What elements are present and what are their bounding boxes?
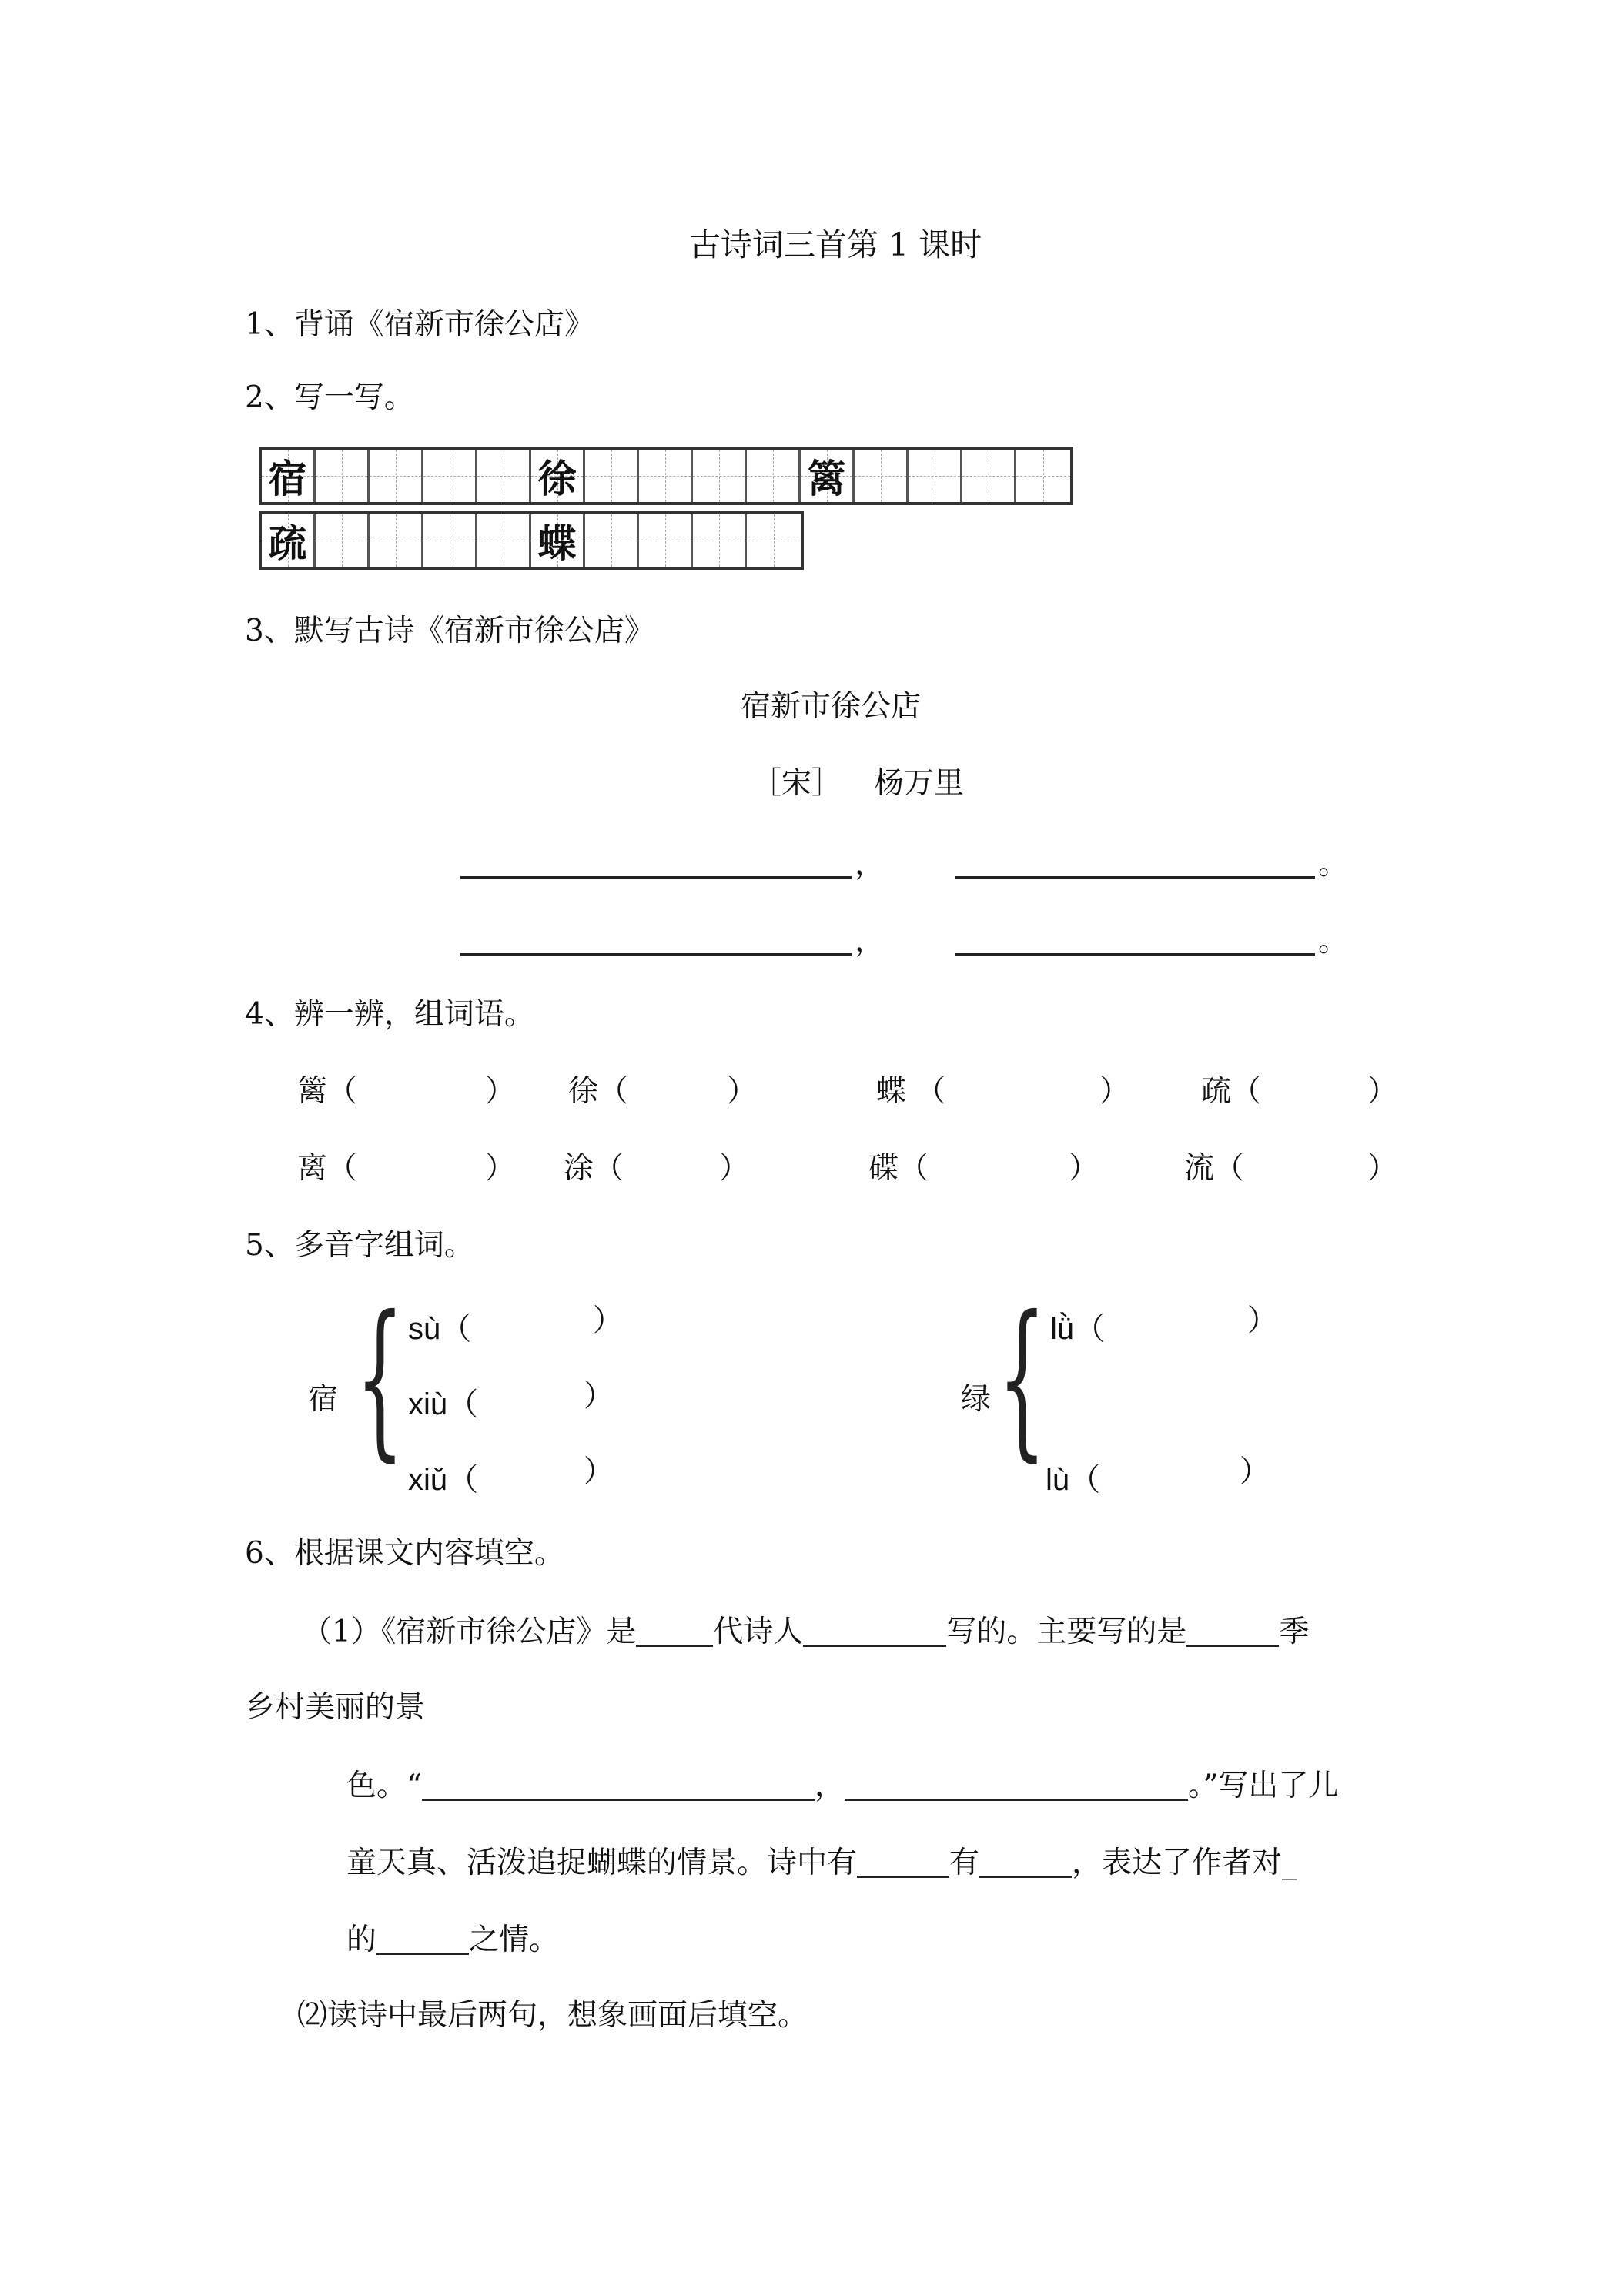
grid-cell[interactable] bbox=[693, 450, 747, 502]
poem-author: 杨万里 bbox=[874, 766, 965, 801]
grid-cell[interactable] bbox=[531, 514, 585, 567]
pinyin-item: lù（ bbox=[1046, 1463, 1101, 1497]
grid-cell[interactable] bbox=[747, 514, 801, 567]
q4-word: 蝶 （ bbox=[876, 1074, 946, 1109]
q6-1-line5 bbox=[346, 1923, 559, 1955]
question-1: 1、背诵《宿新市徐公店》 bbox=[245, 307, 594, 342]
q6-1-text-g: ， bbox=[814, 1769, 845, 1803]
q4-close: ） bbox=[1367, 1074, 1398, 1109]
pinyin-item: xiǔ（ bbox=[408, 1463, 479, 1497]
pinyin-item: xiù（ bbox=[408, 1387, 479, 1421]
q4-close: ） bbox=[1367, 1151, 1398, 1186]
pinyin-close: ） bbox=[584, 1379, 614, 1414]
grid-cell[interactable] bbox=[801, 450, 855, 502]
q4-close: ） bbox=[727, 1074, 758, 1109]
q4-close: ） bbox=[1099, 1074, 1130, 1109]
polyphone-char: 宿 bbox=[308, 1382, 339, 1417]
poem-blank-line[interactable] bbox=[955, 876, 1315, 879]
grid-cell[interactable] bbox=[747, 450, 801, 502]
pinyin-close: ） bbox=[593, 1304, 624, 1338]
grid-cell[interactable] bbox=[962, 450, 1016, 502]
question-3: 3、默写古诗《宿新市徐公店》 bbox=[245, 614, 654, 648]
q6-1-text-k: ，表达了作者对_ bbox=[1072, 1846, 1297, 1880]
blank-feeling[interactable] bbox=[376, 1923, 469, 1955]
q6-1-text-i: 童天真、活泼追捉蝴蝶的情景。诗中有 bbox=[346, 1846, 858, 1880]
poem-blank-line[interactable] bbox=[460, 876, 852, 879]
pinyin-item: sù（ bbox=[408, 1312, 472, 1346]
grid-cell[interactable] bbox=[909, 450, 962, 502]
brace-icon: { bbox=[356, 1280, 404, 1477]
poem-title: 宿新市徐公店 bbox=[741, 689, 922, 724]
blank-scene-2[interactable] bbox=[979, 1846, 1072, 1878]
poem-period: 。 bbox=[1318, 924, 1349, 959]
blank-poem-line[interactable] bbox=[845, 1769, 1188, 1801]
blank-poet[interactable] bbox=[803, 1615, 946, 1647]
grid-cell[interactable] bbox=[477, 450, 531, 502]
q6-1-text-c: 写的。主要写的是 bbox=[946, 1615, 1187, 1649]
blank-season[interactable] bbox=[1186, 1615, 1279, 1647]
grid-cell[interactable] bbox=[423, 450, 477, 502]
q6-1-text-m: 之情。 bbox=[469, 1923, 560, 1957]
poem-comma: ， bbox=[855, 924, 885, 959]
grid-char: 徐 bbox=[537, 456, 577, 501]
pinyin-close: ） bbox=[1247, 1304, 1278, 1338]
grid-cell[interactable] bbox=[585, 514, 639, 567]
pinyin-close: ） bbox=[584, 1454, 614, 1489]
grid-char: 疏 bbox=[268, 520, 307, 566]
grid-cell[interactable] bbox=[262, 450, 316, 502]
q4-word: 流（ bbox=[1184, 1151, 1245, 1186]
blank-scene-1[interactable] bbox=[857, 1846, 949, 1878]
pinyin-item: lǜ（ bbox=[1050, 1312, 1106, 1346]
q4-word: 碟（ bbox=[868, 1151, 929, 1186]
poem-dynasty: ［宋］ bbox=[751, 766, 842, 801]
grid-cell[interactable] bbox=[585, 450, 639, 502]
grid-cell[interactable] bbox=[370, 514, 423, 567]
q6-1-text-f: 色。“ bbox=[346, 1769, 422, 1803]
poem-comma: ， bbox=[855, 847, 885, 882]
question-4: 4、辨一辨，组词语。 bbox=[245, 997, 534, 1032]
grid-char: 蝶 bbox=[537, 520, 577, 566]
grid-cell[interactable] bbox=[316, 450, 370, 502]
q6-1-text-l: 的 bbox=[346, 1923, 377, 1957]
q4-word: 徐（ bbox=[568, 1074, 629, 1109]
writing-grid-row-1 bbox=[259, 447, 1073, 505]
blank-poem-line[interactable] bbox=[422, 1769, 815, 1801]
q4-word: 涂（ bbox=[564, 1151, 624, 1186]
polyphone-char: 绿 bbox=[961, 1382, 992, 1417]
grid-cell[interactable] bbox=[477, 514, 531, 567]
grid-cell[interactable] bbox=[639, 514, 693, 567]
q4-word: 篱（ bbox=[297, 1074, 358, 1109]
grid-char: 宿 bbox=[268, 456, 307, 501]
q6-1-text bbox=[302, 1615, 1309, 1647]
grid-cell[interactable] bbox=[855, 450, 909, 502]
grid-cell[interactable] bbox=[262, 514, 316, 567]
q6-1-line3 bbox=[346, 1769, 1338, 1801]
q4-close: ） bbox=[719, 1151, 750, 1186]
q6-1-text-j: 有 bbox=[949, 1846, 980, 1880]
q6-2-text: ⑵读诗中最后两句，想象画面后填空。 bbox=[297, 1998, 808, 2033]
q4-close: ） bbox=[485, 1074, 516, 1109]
grid-char: 篱 bbox=[807, 456, 846, 501]
q6-1-text-a: （1）《宿新市徐公店》是 bbox=[302, 1615, 637, 1649]
question-6: 6、根据课文内容填空。 bbox=[245, 1536, 564, 1571]
q6-1-text-h: 。”写出了儿 bbox=[1187, 1769, 1339, 1803]
q4-word: 离（ bbox=[297, 1151, 358, 1186]
q6-1-text-e: 乡村美丽的景 bbox=[245, 1690, 426, 1725]
grid-cell[interactable] bbox=[531, 450, 585, 502]
brace-icon: { bbox=[998, 1280, 1046, 1477]
page-title: 古诗词三首第 1 课时 bbox=[689, 226, 982, 263]
poem-blank-line[interactable] bbox=[460, 953, 852, 956]
poem-period: 。 bbox=[1318, 847, 1349, 882]
grid-cell[interactable] bbox=[370, 450, 423, 502]
grid-cell[interactable] bbox=[316, 514, 370, 567]
q4-word: 疏（ bbox=[1201, 1074, 1262, 1109]
poem-blank-line[interactable] bbox=[955, 953, 1315, 956]
q6-1-line4 bbox=[346, 1846, 1297, 1878]
pinyin-close: ） bbox=[1240, 1454, 1270, 1489]
grid-cell[interactable] bbox=[639, 450, 693, 502]
question-5: 5、多音字组词。 bbox=[245, 1228, 474, 1263]
q4-close: ） bbox=[485, 1151, 516, 1186]
grid-cell[interactable] bbox=[423, 514, 477, 567]
grid-cell[interactable] bbox=[693, 514, 747, 567]
writing-grid-row-2 bbox=[259, 511, 804, 570]
grid-cell[interactable] bbox=[1016, 450, 1070, 502]
q6-1-text-d: 季 bbox=[1279, 1615, 1310, 1649]
q6-1-text-b: 代诗人 bbox=[713, 1615, 804, 1649]
q4-close: ） bbox=[1069, 1151, 1099, 1186]
blank-dynasty[interactable] bbox=[636, 1615, 713, 1647]
question-2: 2、写一写。 bbox=[245, 380, 414, 415]
